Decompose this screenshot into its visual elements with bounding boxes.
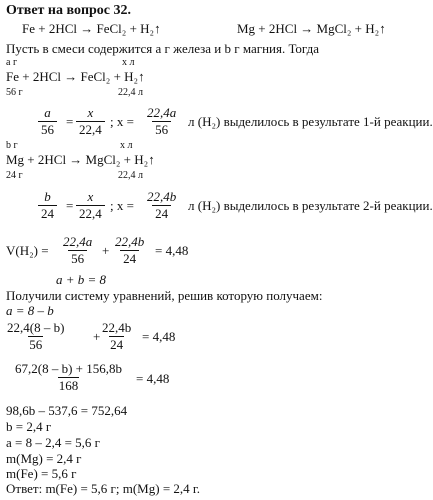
eq3-plus: + [93,329,101,344]
r2-equation: Mg + 2HCl → MgCl₂ + H₂↑ [6,152,155,167]
r2-eq-sign: = [66,198,74,213]
r2-f2-num: x [87,189,94,204]
answer-title: Ответ на вопрос 32. [6,3,132,18]
solve-intro: Получили систему уравнений, решив которую получаем: [6,288,323,303]
r1-sep: ; x = [110,114,134,129]
intro-text: Пусть в смеси содержится a г железа и b г магния. Тогда [6,41,319,56]
r2-f1-den: 24 [38,205,57,221]
r1-tail: л (H₂) выделилось в результате 1-й реакции. [188,114,433,129]
r1-below-right: 22,4 л [118,87,143,98]
vh2-f1-den: 56 [68,250,87,266]
r1-f2-num: x [87,105,94,120]
r1-f1-num: a [44,105,51,120]
r1-equation: Fe + 2HCl → FeCl₂ + H₂↑ [6,69,145,84]
system-sum [56,273,106,286]
a-expression [6,304,54,317]
vh2-rhs: = 4,48 [155,243,189,258]
equation-mg: Mg + 2HCl → MgCl₂ + H₂↑ [237,21,386,36]
r1-f1-den: 56 [38,121,57,137]
r1-eq-sign: = [66,114,74,129]
result-line: b = 2,4 г [6,419,52,434]
r2-tail: л (H₂) выделилось в результате 2-й реакции. [188,198,433,213]
r1-fraction-1 [38,106,57,138]
final-answer: Ответ: m(Fe) = 5,6 г; m(Mg) = 2,4 г. [6,481,201,496]
r2-above-left: b г [6,140,18,151]
r1-below-left: 56 г [6,87,23,98]
vh2-fraction-1 [60,235,95,267]
result-line: 98,6b – 537,6 = 752,64 [6,403,128,418]
r2-fraction-2 [76,190,105,222]
r2-fraction-3 [144,190,179,222]
vh2-f2-num: 22,4b [115,234,145,249]
vh2-f1-num: 22,4a [63,234,93,249]
eq4-fraction [14,362,123,394]
r2-fraction-1 [38,190,57,222]
result-line: m(Mg) = 2,4 г [6,451,82,466]
eq3-f1-den: 56 [29,337,43,353]
eq4-num: 67,2(8 – b) + 156,8b [15,361,122,376]
r2-f3-num: 22,4b [147,189,177,204]
eq3-fraction-1 [6,321,65,353]
a-expression-text: a = 8 – b [6,303,54,318]
equation-fe: Fe + 2HCl → FeCl₂ + H₂↑ [22,21,161,36]
eq3-f2-den: 24 [110,337,124,353]
r1-f2-den: 22,4 [76,121,105,137]
eq4-rhs: = 4,48 [136,371,170,386]
r2-below-left: 24 г [6,170,23,181]
r2-f3-den: 24 [152,205,171,221]
r1-fraction-3 [144,106,179,138]
eq4-den: 168 [58,378,79,394]
eq3-f2-num: 22,4b [102,320,132,335]
r2-f2-den: 22,4 [76,205,105,221]
vh2-f2-den: 24 [120,250,139,266]
vh2-fraction-2 [112,235,147,267]
r1-fraction-2 [76,106,105,138]
r2-f1-num: b [44,189,51,204]
r2-sep: ; x = [110,198,134,213]
result-line: m(Fe) = 5,6 г [6,466,77,481]
r1-f3-num: 22,4a [147,105,177,120]
r1-above-left: a г [6,57,18,68]
vh2-plus: + [102,243,110,258]
system-sum-text: a + b = 8 [56,272,107,287]
vh2-lhs: V(H₂) = [6,243,49,258]
eq3-fraction-2 [101,321,132,353]
result-line: a = 8 – 2,4 = 5,6 г [6,435,101,450]
r2-above-right: x л [120,140,133,151]
r2-below-right: 22,4 л [118,170,143,181]
eq3-rhs: = 4,48 [142,329,176,344]
r1-above-right: x л [122,57,135,68]
eq3-f1-num: 22,4(8 – b) [7,320,65,335]
r1-f3-den: 56 [152,121,171,137]
